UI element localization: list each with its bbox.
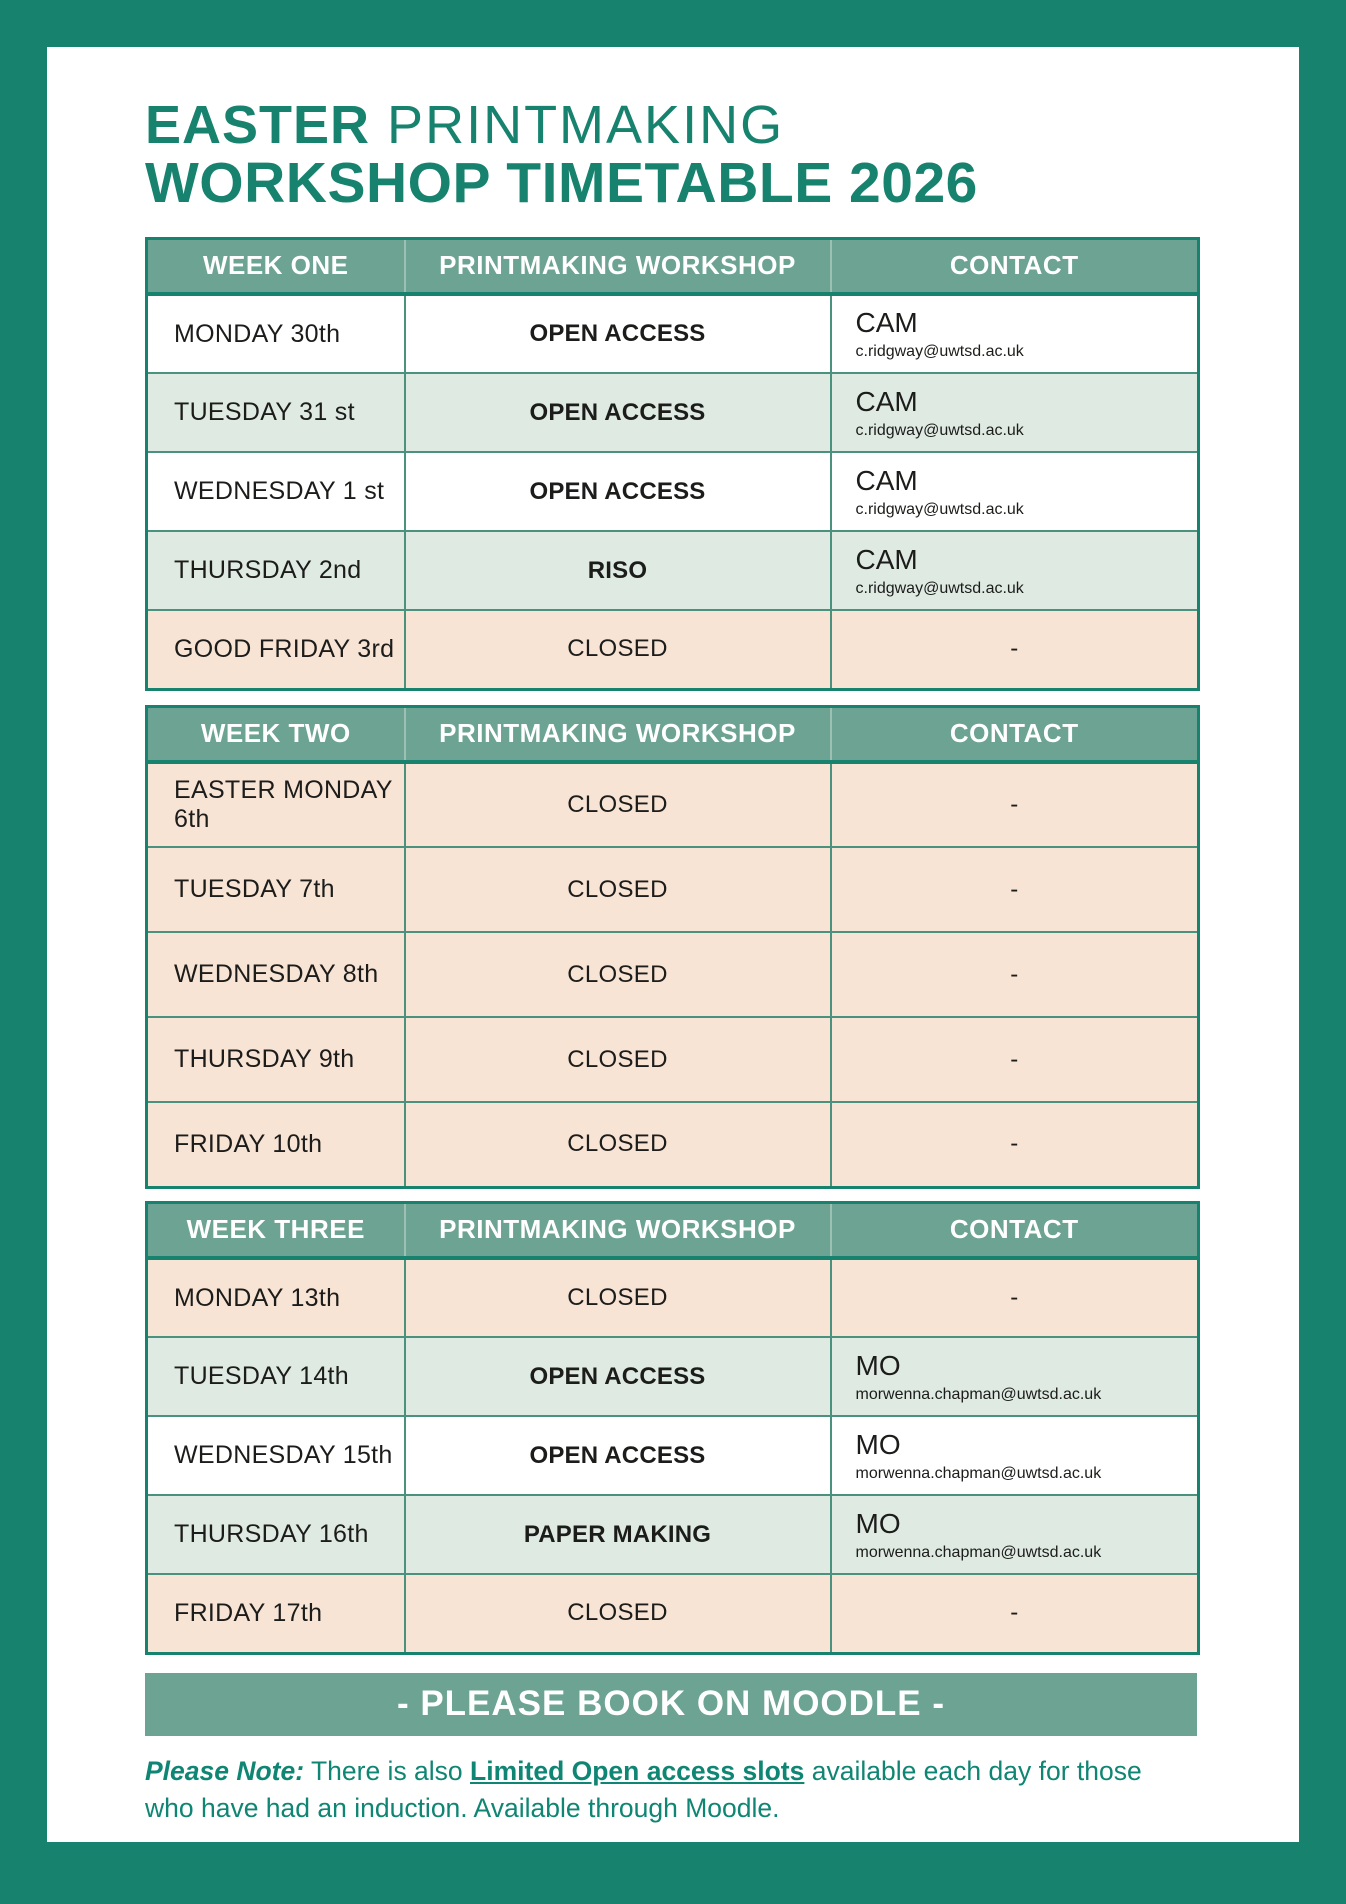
contact-cell: - bbox=[831, 932, 1199, 1017]
table-row bbox=[147, 1416, 1199, 1495]
workshop-cell: OPEN ACCESS bbox=[405, 294, 831, 373]
contact-name: MO bbox=[855, 1349, 901, 1381]
table-row bbox=[147, 610, 1199, 689]
day-cell: TUESDAY 31 st bbox=[147, 373, 405, 452]
contact-cell: - bbox=[831, 847, 1199, 932]
column-header-workshop: PRINTMAKING WORKSHOP bbox=[405, 706, 831, 762]
contact-cell: - bbox=[831, 1574, 1199, 1653]
workshop-cell: CLOSED bbox=[405, 1574, 831, 1653]
table-header-row bbox=[147, 706, 1199, 762]
workshop-cell: CLOSED bbox=[405, 1017, 831, 1102]
day-cell: WEDNESDAY 15th bbox=[147, 1416, 405, 1495]
day-cell: MONDAY 13th bbox=[147, 1258, 405, 1337]
contact-cell bbox=[831, 452, 1199, 531]
title-line-1 bbox=[145, 97, 1197, 153]
title-word-easter: EASTER bbox=[145, 95, 371, 155]
table-row bbox=[147, 373, 1199, 452]
note-body-2: available each day for those who have had an induction. Available through Moodle. bbox=[145, 1755, 1142, 1823]
day-cell: WEDNESDAY 1 st bbox=[147, 452, 405, 531]
contact-cell: - bbox=[831, 1102, 1199, 1187]
column-header-contact: CONTACT bbox=[831, 1202, 1199, 1258]
contact-name: CAM bbox=[855, 543, 918, 575]
contact-email: morwenna.chapman@uwtsd.ac.uk bbox=[855, 1385, 1102, 1403]
workshop-cell: CLOSED bbox=[405, 762, 831, 847]
day-cell: THURSDAY 9th bbox=[147, 1017, 405, 1102]
limited-open-access-link[interactable]: Limited Open access slots bbox=[470, 1755, 805, 1786]
title-line-2: WORKSHOP TIMETABLE 2026 bbox=[145, 151, 978, 216]
week-three-table bbox=[145, 1201, 1200, 1655]
contact-cell: - bbox=[831, 610, 1199, 689]
contact-email: c.ridgway@uwtsd.ac.uk bbox=[855, 421, 1024, 439]
day-cell: THURSDAY 2nd bbox=[147, 531, 405, 610]
contact-name: CAM bbox=[855, 464, 918, 496]
workshop-cell: CLOSED bbox=[405, 847, 831, 932]
contact-cell: - bbox=[831, 1258, 1199, 1337]
workshop-cell: RISO bbox=[405, 531, 831, 610]
contact-name: MO bbox=[855, 1507, 901, 1539]
table-row bbox=[147, 1258, 1199, 1337]
contact-cell bbox=[831, 373, 1199, 452]
table-row bbox=[147, 847, 1199, 932]
day-cell: TUESDAY 7th bbox=[147, 847, 405, 932]
column-header-week-one: WEEK ONE bbox=[147, 238, 405, 294]
table-row bbox=[147, 452, 1199, 531]
workshop-cell: CLOSED bbox=[405, 932, 831, 1017]
table-row bbox=[147, 762, 1199, 847]
contact-name: CAM bbox=[855, 307, 918, 339]
workshop-cell: OPEN ACCESS bbox=[405, 373, 831, 452]
book-on-moodle-banner: - PLEASE BOOK ON MOODLE - bbox=[145, 1673, 1197, 1736]
day-cell: WEDNESDAY 8th bbox=[147, 932, 405, 1017]
table-header-row bbox=[147, 238, 1199, 294]
table-row bbox=[147, 1337, 1199, 1416]
contact-cell: - bbox=[831, 1017, 1199, 1102]
day-cell: FRIDAY 17th bbox=[147, 1574, 405, 1653]
poster-sheet bbox=[47, 47, 1299, 1842]
poster-content bbox=[145, 47, 1197, 1827]
contact-cell: - bbox=[831, 762, 1199, 847]
contact-cell bbox=[831, 1495, 1199, 1574]
contact-email: c.ridgway@uwtsd.ac.uk bbox=[855, 500, 1024, 518]
title-word-printmaking: PRINTMAKING bbox=[370, 95, 785, 155]
day-cell: TUESDAY 14th bbox=[147, 1337, 405, 1416]
column-header-contact: CONTACT bbox=[831, 238, 1199, 294]
contact-email: morwenna.chapman@uwtsd.ac.uk bbox=[855, 1543, 1102, 1561]
workshop-cell: OPEN ACCESS bbox=[405, 1337, 831, 1416]
contact-email: c.ridgway@uwtsd.ac.uk bbox=[855, 343, 1024, 361]
week-one-table bbox=[145, 237, 1200, 691]
workshop-cell: CLOSED bbox=[405, 1258, 831, 1337]
workshop-cell: PAPER MAKING bbox=[405, 1495, 831, 1574]
contact-email: morwenna.chapman@uwtsd.ac.uk bbox=[855, 1464, 1102, 1482]
table-row bbox=[147, 1495, 1199, 1574]
day-cell: GOOD FRIDAY 3rd bbox=[147, 610, 405, 689]
footer-note bbox=[145, 1753, 1197, 1827]
column-header-contact: CONTACT bbox=[831, 706, 1199, 762]
table-row bbox=[147, 932, 1199, 1017]
workshop-cell: CLOSED bbox=[405, 1102, 831, 1187]
column-header-workshop: PRINTMAKING WORKSHOP bbox=[405, 238, 831, 294]
contact-name: MO bbox=[855, 1428, 901, 1460]
contact-email: c.ridgway@uwtsd.ac.uk bbox=[855, 579, 1024, 597]
day-cell: THURSDAY 16th bbox=[147, 1495, 405, 1574]
contact-name: CAM bbox=[855, 385, 918, 417]
workshop-cell: OPEN ACCESS bbox=[405, 1416, 831, 1495]
column-header-week-three: WEEK THREE bbox=[147, 1202, 405, 1258]
workshop-cell: OPEN ACCESS bbox=[405, 452, 831, 531]
note-prefix: Please Note: bbox=[145, 1755, 305, 1786]
contact-cell bbox=[831, 1337, 1199, 1416]
page-title bbox=[145, 47, 1197, 215]
contact-cell bbox=[831, 531, 1199, 610]
day-cell: FRIDAY 10th bbox=[147, 1102, 405, 1187]
table-row bbox=[147, 531, 1199, 610]
table-row bbox=[147, 1574, 1199, 1653]
column-header-workshop: PRINTMAKING WORKSHOP bbox=[405, 1202, 831, 1258]
workshop-cell: CLOSED bbox=[405, 610, 831, 689]
table-header-row bbox=[147, 1202, 1199, 1258]
table-row bbox=[147, 1017, 1199, 1102]
table-row bbox=[147, 294, 1199, 373]
day-cell: EASTER MONDAY 6th bbox=[147, 762, 405, 847]
note-body-1: There is also bbox=[304, 1755, 471, 1786]
day-cell: MONDAY 30th bbox=[147, 294, 405, 373]
table-row bbox=[147, 1102, 1199, 1187]
contact-cell bbox=[831, 1416, 1199, 1495]
week-two-table bbox=[145, 705, 1200, 1189]
column-header-week-two: WEEK TWO bbox=[147, 706, 405, 762]
contact-cell bbox=[831, 294, 1199, 373]
